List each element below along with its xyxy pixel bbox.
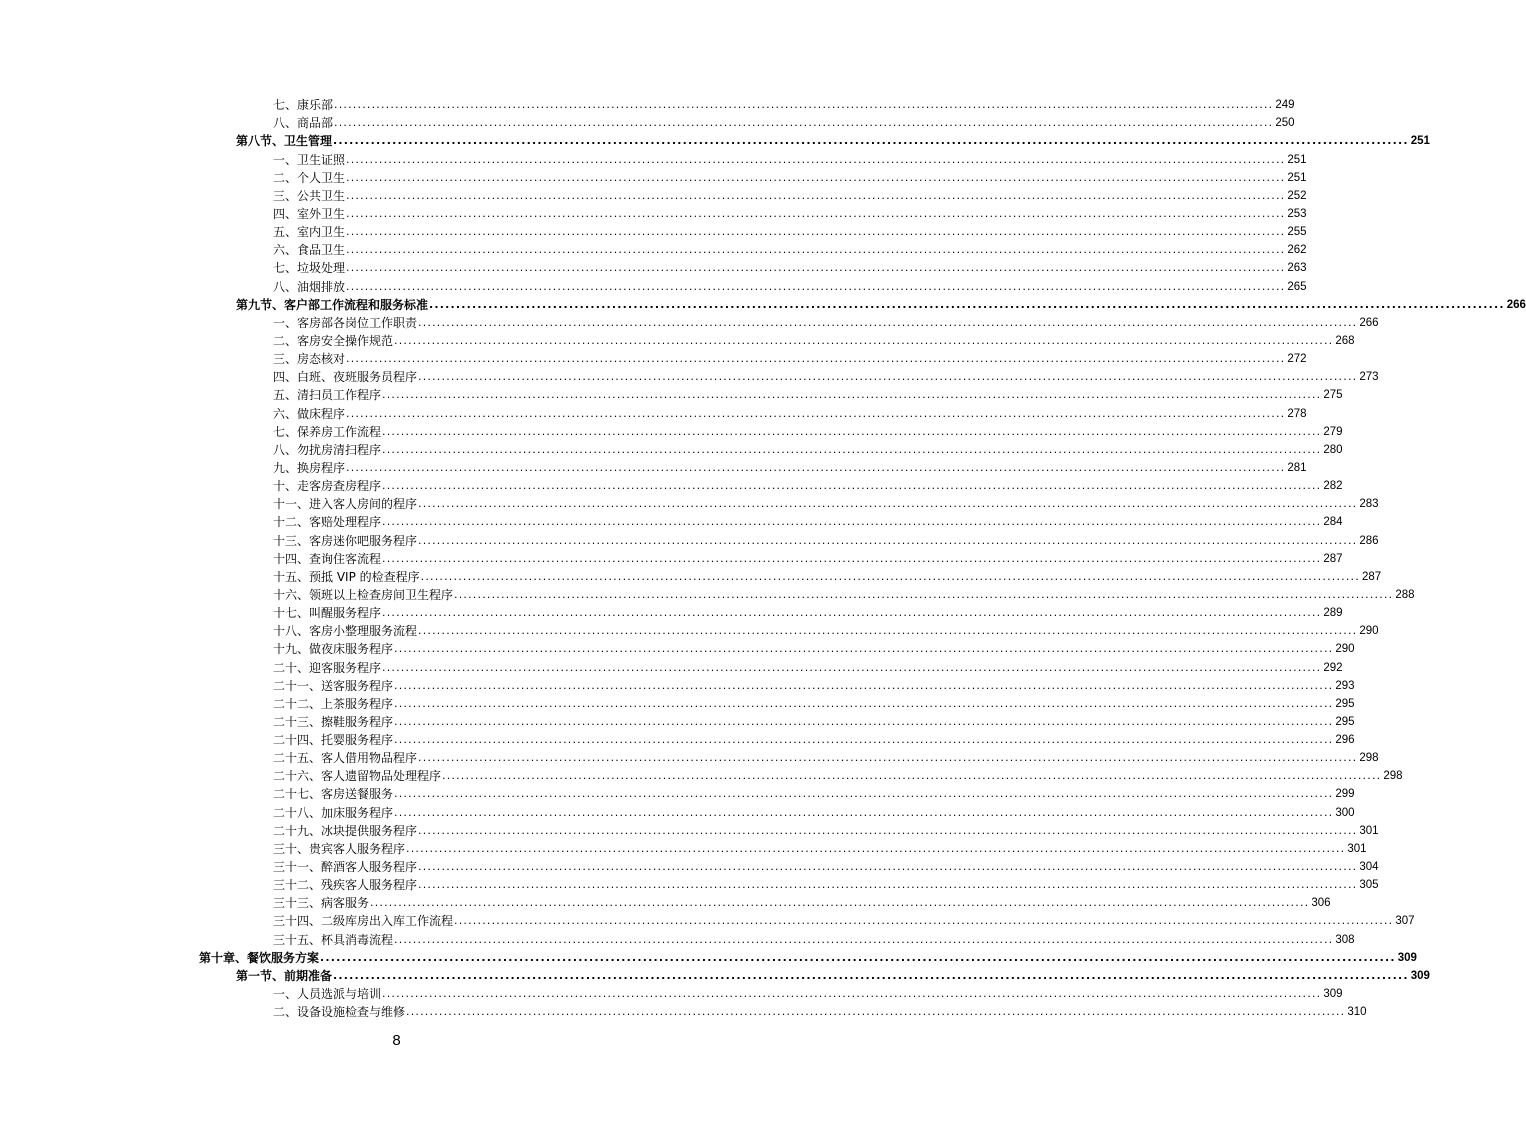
- dot-leader: ........................................................................................................................................................................................................: [420, 569, 1360, 583]
- dot-leader: ........................................................................................................................................................................................................: [334, 98, 1274, 112]
- dot-leader: ........................................................................................................................................................................................................: [382, 388, 1322, 402]
- toc-entry-title: 一、人员选派与培训: [273, 987, 382, 1002]
- toc-entry-page: 300: [1335, 806, 1355, 819]
- dot-leader: ........................................................................................................................................................................................................: [346, 243, 1286, 257]
- toc-entry-title: 二、客房安全操作规范: [273, 333, 394, 348]
- toc-entry-title: 三十一、醉酒客人服务程序: [273, 860, 418, 875]
- toc-entry-title: 一、客房部各岗位工作职责: [273, 315, 418, 330]
- toc-entry-title: 九、换房程序: [273, 460, 346, 475]
- dot-leader: ........................................................................................................................................................................................................: [333, 968, 1409, 982]
- toc-entry-title: 十、走客房查房程序: [273, 479, 382, 494]
- toc-entry-title: 二十八、加床服务程序: [273, 805, 394, 820]
- dot-leader: ........................................................................................................................................................................................................: [429, 297, 1505, 311]
- toc-entry[interactable]: [273, 421, 1343, 439]
- dot-leader: ........................................................................................................................................................................................................: [394, 714, 1334, 728]
- toc-entry-title: 十七、叫醒服务程序: [273, 606, 382, 621]
- toc-entry[interactable]: [273, 856, 1379, 875]
- dot-leader: ........................................................................................................................................................................................................: [406, 841, 1346, 855]
- toc-entry[interactable]: [273, 330, 1355, 348]
- toc-entry[interactable]: [273, 656, 1343, 675]
- toc-entry-page: 252: [1287, 189, 1307, 202]
- dot-leader: ........................................................................................................................................................................................................: [382, 424, 1322, 438]
- toc-entry[interactable]: [273, 185, 1307, 203]
- toc-entry-title: 三十二、残疾客人服务程序: [273, 878, 418, 893]
- dot-leader: ........................................................................................................................................................................................................: [346, 261, 1286, 275]
- dot-leader: ........................................................................................................................................................................................................: [394, 805, 1334, 819]
- toc-entry-page: 292: [1323, 661, 1343, 674]
- toc-entry-page: 309: [1397, 951, 1417, 964]
- toc-entry-page: 262: [1287, 244, 1307, 257]
- toc-entry[interactable]: [273, 838, 1367, 856]
- dot-leader: ........................................................................................................................................................................................................: [346, 406, 1286, 420]
- toc-entry-page: 301: [1347, 842, 1367, 855]
- toc-entry-title: 第八节、卫生管理: [236, 134, 333, 149]
- toc-entry[interactable]: [199, 947, 1417, 965]
- toc-entry[interactable]: [273, 983, 1343, 1002]
- toc-entry-page: 287: [1323, 552, 1343, 565]
- toc-entry-page: 284: [1323, 516, 1343, 529]
- dot-leader: ........................................................................................................................................................................................................: [418, 860, 1358, 874]
- dot-leader: ........................................................................................................................................................................................................: [394, 733, 1334, 747]
- dot-leader: ........................................................................................................................................................................................................: [346, 225, 1286, 239]
- dot-leader: ........................................................................................................................................................................................................: [418, 751, 1358, 765]
- page-number: 8: [392, 1032, 401, 1049]
- dot-leader: ........................................................................................................................................................................................................: [418, 878, 1358, 892]
- toc-entry[interactable]: [273, 457, 1307, 475]
- toc-entry-title: 二十二、上茶服务程序: [273, 696, 394, 711]
- toc-entry-page: 298: [1383, 770, 1403, 783]
- dot-leader: ........................................................................................................................................................................................................: [382, 660, 1322, 674]
- toc-entry[interactable]: [273, 566, 1382, 584]
- toc-entry[interactable]: [273, 874, 1379, 893]
- toc-entry-page: 255: [1287, 226, 1307, 239]
- toc-entry-page: 307: [1395, 915, 1415, 928]
- toc-entry-page: 268: [1335, 334, 1355, 347]
- toc-entry[interactable]: [273, 475, 1343, 494]
- toc-entry-page: 278: [1287, 407, 1307, 420]
- toc-entry[interactable]: [273, 584, 1415, 602]
- dot-leader: ........................................................................................................................................................................................................: [418, 497, 1358, 511]
- dot-leader: ........................................................................................................................................................................................................: [333, 134, 1409, 148]
- toc-entry[interactable]: [273, 747, 1379, 766]
- dot-leader: ........................................................................................................................................................................................................: [382, 515, 1322, 529]
- toc-entry-title: 第九节、客户部工作流程和服务标准: [236, 297, 429, 312]
- toc-entry-title: 十一、进入客人房间的程序: [273, 497, 418, 512]
- toc-entry[interactable]: [273, 910, 1415, 929]
- toc-entry[interactable]: [273, 529, 1379, 548]
- dot-leader: ........................................................................................................................................................................................................: [418, 624, 1358, 638]
- dot-leader: ........................................................................................................................................................................................................: [442, 769, 1382, 783]
- toc-entry-title: 十八、客房小整理服务流程: [273, 624, 418, 639]
- toc-entry-page: 309: [1410, 969, 1430, 982]
- toc-entry-title: 二十五、客人借用物品程序: [273, 751, 418, 766]
- toc-entry[interactable]: [273, 783, 1355, 802]
- toc-entry[interactable]: [273, 203, 1307, 221]
- toc-entry[interactable]: [273, 348, 1307, 367]
- toc-entry-title: 四、室外卫生: [273, 206, 346, 221]
- toc-entry-title: 六、食品卫生: [273, 243, 346, 258]
- toc-entry-title: 六、做床程序: [273, 406, 346, 421]
- dot-leader: ........................................................................................................................................................................................................: [382, 442, 1322, 456]
- toc-entry[interactable]: [273, 675, 1355, 693]
- toc-entry[interactable]: [273, 167, 1307, 185]
- toc-entry-page: 249: [1275, 99, 1295, 112]
- toc-entry[interactable]: [273, 239, 1307, 258]
- toc-entry-title: 二十六、客人遗留物品处理程序: [273, 769, 442, 784]
- toc-entry-title: 三、房态核对: [273, 352, 346, 367]
- toc-entry[interactable]: [273, 439, 1343, 457]
- toc-entry[interactable]: [273, 620, 1379, 639]
- toc-entry-page: 265: [1287, 280, 1307, 293]
- dot-leader: ........................................................................................................................................................................................................: [346, 170, 1286, 184]
- toc-entry[interactable]: [273, 801, 1355, 820]
- toc-entry-page: 273: [1359, 371, 1379, 384]
- toc-entry[interactable]: [273, 94, 1295, 113]
- toc-entry-page: 289: [1323, 607, 1343, 620]
- toc-entry-page: 263: [1287, 262, 1307, 275]
- toc-entry-title: 五、清扫员工作程序: [273, 388, 382, 403]
- toc-entry-title: 三十、贵宾客人服务程序: [273, 841, 406, 856]
- toc-entry-title: 一、卫生证照: [273, 152, 346, 167]
- toc-entry-page: 305: [1359, 879, 1379, 892]
- dot-leader: ........................................................................................................................................................................................................: [346, 352, 1286, 366]
- toc-entry[interactable]: [273, 402, 1307, 421]
- dot-leader: ........................................................................................................................................................................................................: [394, 787, 1334, 801]
- toc-entry-page: 308: [1335, 933, 1355, 946]
- toc-entry-title: 二、设备设施检查与维修: [273, 1005, 406, 1020]
- toc-entry[interactable]: [273, 312, 1379, 330]
- dot-leader: ........................................................................................................................................................................................................: [406, 1005, 1346, 1019]
- toc-entry[interactable]: [236, 965, 1430, 983]
- toc-entry-title: 七、垃圾处理: [273, 261, 346, 276]
- toc-entry-title: 八、商品部: [273, 116, 334, 131]
- toc-entry-title: 十九、做夜床服务程序: [273, 642, 394, 657]
- toc-entry-page: 310: [1347, 1006, 1367, 1019]
- dot-leader: ........................................................................................................................................................................................................: [394, 932, 1334, 946]
- toc-entry[interactable]: [273, 366, 1379, 385]
- toc-entry-page: 290: [1335, 643, 1355, 656]
- toc-entry-page: 296: [1335, 734, 1355, 747]
- toc-entry[interactable]: [273, 729, 1355, 748]
- toc-entry-page: 250: [1275, 117, 1295, 130]
- toc-entry-title: 第十章、餐饮服务方案: [199, 950, 320, 965]
- toc-entry-page: 304: [1359, 861, 1379, 874]
- toc-entry-page: 251: [1287, 153, 1307, 166]
- toc-entry-title: 二、个人卫生: [273, 170, 346, 185]
- table-of-contents: [0, 94, 1526, 1020]
- toc-entry-title: 三十五、杯具消毒流程: [273, 932, 394, 947]
- toc-entry[interactable]: [273, 221, 1307, 240]
- toc-entry-title: 七、保养房工作流程: [273, 424, 382, 439]
- toc-entry-title: 十六、领班以上检查房间卫生程序: [273, 587, 454, 602]
- toc-entry[interactable]: [273, 711, 1355, 729]
- toc-entry-title: 十五、预抵 VIP 的检查程序: [273, 569, 420, 584]
- toc-entry[interactable]: [273, 1001, 1367, 1020]
- dot-leader: ........................................................................................................................................................................................................: [394, 696, 1334, 710]
- toc-entry[interactable]: [273, 820, 1379, 838]
- toc-entry-title: 二十四、托婴服务程序: [273, 733, 394, 748]
- toc-entry-page: 290: [1359, 625, 1379, 638]
- toc-entry-page: 279: [1323, 425, 1343, 438]
- dot-leader: ........................................................................................................................................................................................................: [418, 315, 1358, 329]
- toc-entry-page: 295: [1335, 697, 1355, 710]
- dot-leader: ........................................................................................................................................................................................................: [394, 642, 1334, 656]
- toc-entry-title: 八、勿扰房清扫程序: [273, 442, 382, 457]
- toc-entry[interactable]: [273, 548, 1343, 566]
- toc-entry-page: 275: [1323, 389, 1343, 402]
- toc-entry[interactable]: [273, 493, 1379, 512]
- toc-entry[interactable]: [273, 602, 1343, 621]
- toc-entry[interactable]: [273, 384, 1343, 403]
- toc-entry-page: 299: [1335, 788, 1355, 801]
- dot-leader: ........................................................................................................................................................................................................: [346, 279, 1286, 293]
- toc-entry-page: 288: [1395, 588, 1415, 601]
- dot-leader: ........................................................................................................................................................................................................: [418, 370, 1358, 384]
- dot-leader: ........................................................................................................................................................................................................: [382, 479, 1322, 493]
- toc-entry[interactable]: [273, 693, 1355, 711]
- dot-leader: ........................................................................................................................................................................................................: [346, 460, 1286, 474]
- toc-entry-title: 三、公共卫生: [273, 188, 346, 203]
- toc-entry-page: 281: [1287, 461, 1307, 474]
- toc-entry-title: 三十三、病客服务: [273, 896, 370, 911]
- dot-leader: ........................................................................................................................................................................................................: [382, 551, 1322, 565]
- toc-entry-title: 三十四、二级库房出入库工作流程: [273, 914, 454, 929]
- toc-entry-title: 二十、迎客服务程序: [273, 660, 382, 675]
- toc-entry-page: 301: [1359, 824, 1379, 837]
- dot-leader: ........................................................................................................................................................................................................: [382, 606, 1322, 620]
- toc-entry[interactable]: [273, 511, 1343, 530]
- dot-leader: ........................................................................................................................................................................................................: [382, 987, 1322, 1001]
- toc-entry-page: 286: [1359, 534, 1379, 547]
- dot-leader: ........................................................................................................................................................................................................: [418, 823, 1358, 837]
- toc-entry[interactable]: [273, 148, 1307, 167]
- toc-entry-title: 十三、客房迷你吧服务程序: [273, 533, 418, 548]
- toc-entry[interactable]: [273, 928, 1355, 947]
- dot-leader: ........................................................................................................................................................................................................: [320, 950, 1396, 964]
- toc-entry-title: 十四、查询住客流程: [273, 551, 382, 566]
- toc-entry[interactable]: [273, 257, 1307, 276]
- toc-entry-page: 282: [1323, 480, 1343, 493]
- toc-entry-title: 八、油烟排放: [273, 279, 346, 294]
- toc-entry[interactable]: [273, 892, 1331, 911]
- dot-leader: ........................................................................................................................................................................................................: [418, 533, 1358, 547]
- toc-entry[interactable]: [273, 112, 1295, 131]
- toc-entry-page: 309: [1323, 988, 1343, 1001]
- toc-entry-page: 306: [1311, 897, 1331, 910]
- toc-entry[interactable]: [273, 275, 1307, 294]
- dot-leader: ........................................................................................................................................................................................................: [346, 188, 1286, 202]
- toc-entry-page: 251: [1287, 171, 1307, 184]
- toc-entry-title: 二十七、客房送餐服务: [273, 787, 394, 802]
- toc-entry-page: 298: [1359, 752, 1379, 765]
- dot-leader: ........................................................................................................................................................................................................: [346, 206, 1286, 220]
- toc-entry-title: 第一节、前期准备: [236, 968, 333, 983]
- toc-entry-page: 253: [1287, 207, 1307, 220]
- dot-leader: ........................................................................................................................................................................................................: [454, 914, 1394, 928]
- toc-entry-page: 272: [1287, 353, 1307, 366]
- toc-entry-title: 四、白班、夜班服务员程序: [273, 370, 418, 385]
- toc-entry[interactable]: [236, 130, 1430, 149]
- toc-entry[interactable]: [273, 638, 1355, 657]
- toc-entry-page: 266: [1506, 298, 1526, 311]
- dot-leader: ........................................................................................................................................................................................................: [394, 333, 1334, 347]
- toc-entry-page: 293: [1335, 679, 1355, 692]
- toc-entry[interactable]: [273, 765, 1403, 784]
- toc-entry[interactable]: [236, 294, 1526, 312]
- toc-entry-page: 251: [1410, 135, 1430, 148]
- toc-entry-title: 十二、客赔处理程序: [273, 515, 382, 530]
- dot-leader: ........................................................................................................................................................................................................: [454, 587, 1394, 601]
- toc-entry-title: 七、康乐部: [273, 98, 334, 113]
- toc-entry-page: 266: [1359, 316, 1379, 329]
- dot-leader: ........................................................................................................................................................................................................: [370, 896, 1310, 910]
- dot-leader: ........................................................................................................................................................................................................: [334, 116, 1274, 130]
- toc-entry-page: 283: [1359, 498, 1379, 511]
- toc-entry-title: 五、室内卫生: [273, 225, 346, 240]
- toc-entry-title: 二十九、冰块提供服务程序: [273, 823, 418, 838]
- toc-entry-page: 295: [1335, 715, 1355, 728]
- toc-entry-title: 二十三、擦鞋服务程序: [273, 714, 394, 729]
- dot-leader: ........................................................................................................................................................................................................: [394, 678, 1334, 692]
- dot-leader: ........................................................................................................................................................................................................: [346, 152, 1286, 166]
- toc-entry-page: 287: [1361, 570, 1382, 583]
- toc-entry-page: 280: [1323, 443, 1343, 456]
- toc-entry-title: 二十一、送客服务程序: [273, 678, 394, 693]
